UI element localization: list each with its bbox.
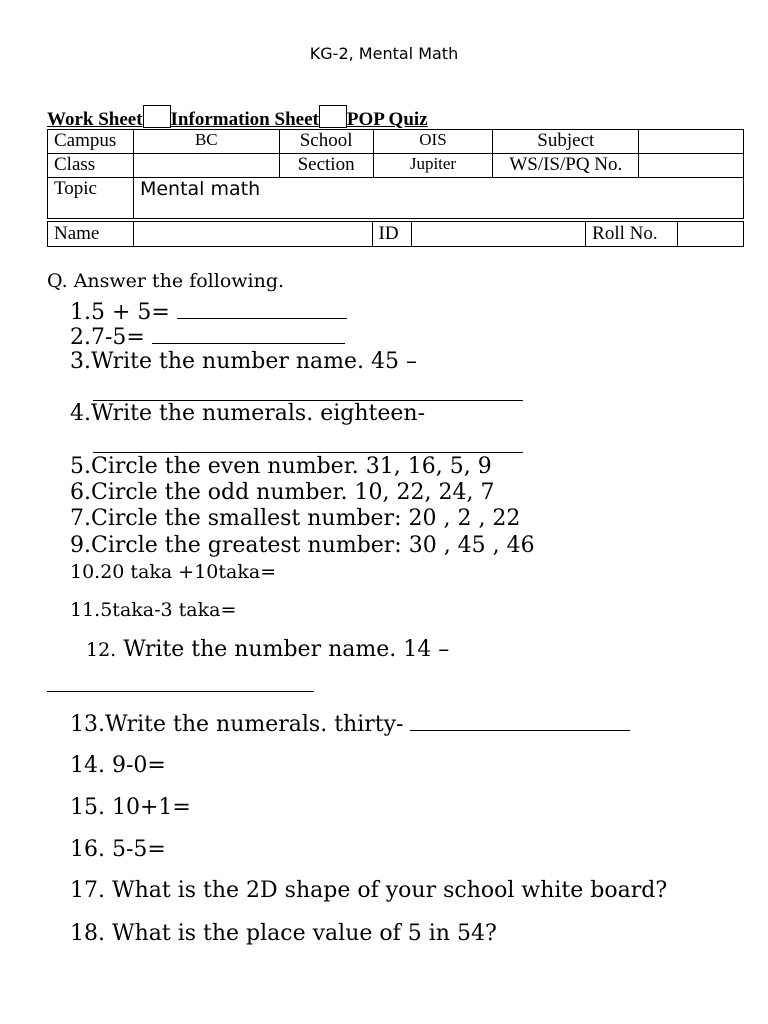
answer-line[interactable] — [93, 452, 523, 453]
ws-number-label: WS/IS/PQ No. — [493, 154, 639, 178]
pop-quiz-label: POP Quiz — [346, 109, 428, 130]
sheet-type-row — [47, 105, 428, 131]
id-field[interactable] — [412, 222, 586, 247]
question-12-number: 12. — [86, 639, 117, 661]
id-label: ID — [372, 222, 412, 247]
question-12 — [86, 637, 449, 662]
student-table — [47, 221, 744, 247]
info-table — [47, 129, 744, 219]
question-16: 16. 5-5= — [70, 837, 166, 862]
campus-value[interactable]: BC — [133, 130, 279, 154]
question-6: 6.Circle the odd number. 10, 22, 24, 7 — [70, 480, 495, 505]
class-label: Class — [48, 154, 134, 178]
roll-field[interactable] — [678, 222, 744, 247]
answer-blank[interactable] — [410, 710, 630, 731]
work-sheet-checkbox[interactable] — [143, 105, 171, 128]
question-5: 5.Circle the even number. 31, 16, 5, 9 — [70, 454, 492, 479]
section-label: Section — [279, 154, 373, 178]
name-label: Name — [48, 222, 134, 247]
question-15: 15. 10+1= — [70, 795, 191, 820]
question-14: 14. 9-0= — [70, 753, 166, 778]
question-17: 17. What is the 2D shape of your school white board? — [70, 878, 668, 903]
school-value[interactable]: OIS — [373, 130, 493, 154]
page-title: KG-2, Mental Math — [309, 44, 459, 63]
question-2-text: 2.7-5= — [70, 325, 152, 350]
question-18: 18. What is the place value of 5 in 54? — [70, 921, 497, 946]
section-value[interactable]: Jupiter — [373, 154, 493, 178]
question-12-text: Write the number name. 14 – — [116, 637, 450, 662]
question-11: 11.5taka-3 taka= — [70, 599, 237, 621]
name-field[interactable] — [133, 222, 372, 247]
school-label: School — [279, 130, 373, 154]
ws-number-value[interactable] — [639, 154, 744, 178]
information-sheet-checkbox[interactable] — [319, 105, 347, 128]
subject-label: Subject — [493, 130, 639, 154]
question-1 — [70, 298, 347, 325]
question-10: 10.20 taka +10taka= — [70, 561, 277, 583]
answer-blank[interactable] — [177, 298, 347, 319]
answer-line[interactable] — [47, 691, 314, 692]
class-value[interactable] — [133, 154, 279, 178]
question-4: 4.Write the numerals. eighteen- — [70, 401, 425, 426]
campus-label: Campus — [48, 130, 134, 154]
question-13-text: 13.Write the numerals. thirty- — [70, 712, 411, 737]
question-1-text: 1.5 + 5= — [70, 300, 177, 325]
question-13 — [70, 710, 630, 737]
subject-value[interactable] — [639, 130, 744, 154]
answer-blank[interactable] — [152, 323, 345, 344]
information-sheet-label: Information Sheet — [170, 109, 319, 130]
topic-value[interactable]: Mental math — [133, 178, 743, 219]
questions-heading: Q. Answer the following. — [47, 270, 285, 292]
question-2 — [70, 323, 345, 350]
roll-label: Roll No. — [586, 222, 678, 247]
question-7: 7.Circle the smallest number: 20 , 2 , 22 — [70, 506, 521, 531]
question-3: 3.Write the number name. 45 – — [70, 349, 417, 374]
work-sheet-label: Work Sheet — [47, 109, 143, 130]
topic-label: Topic — [48, 178, 134, 219]
question-9: 9.Circle the greatest number: 30 , 45 , 46 — [70, 533, 535, 558]
